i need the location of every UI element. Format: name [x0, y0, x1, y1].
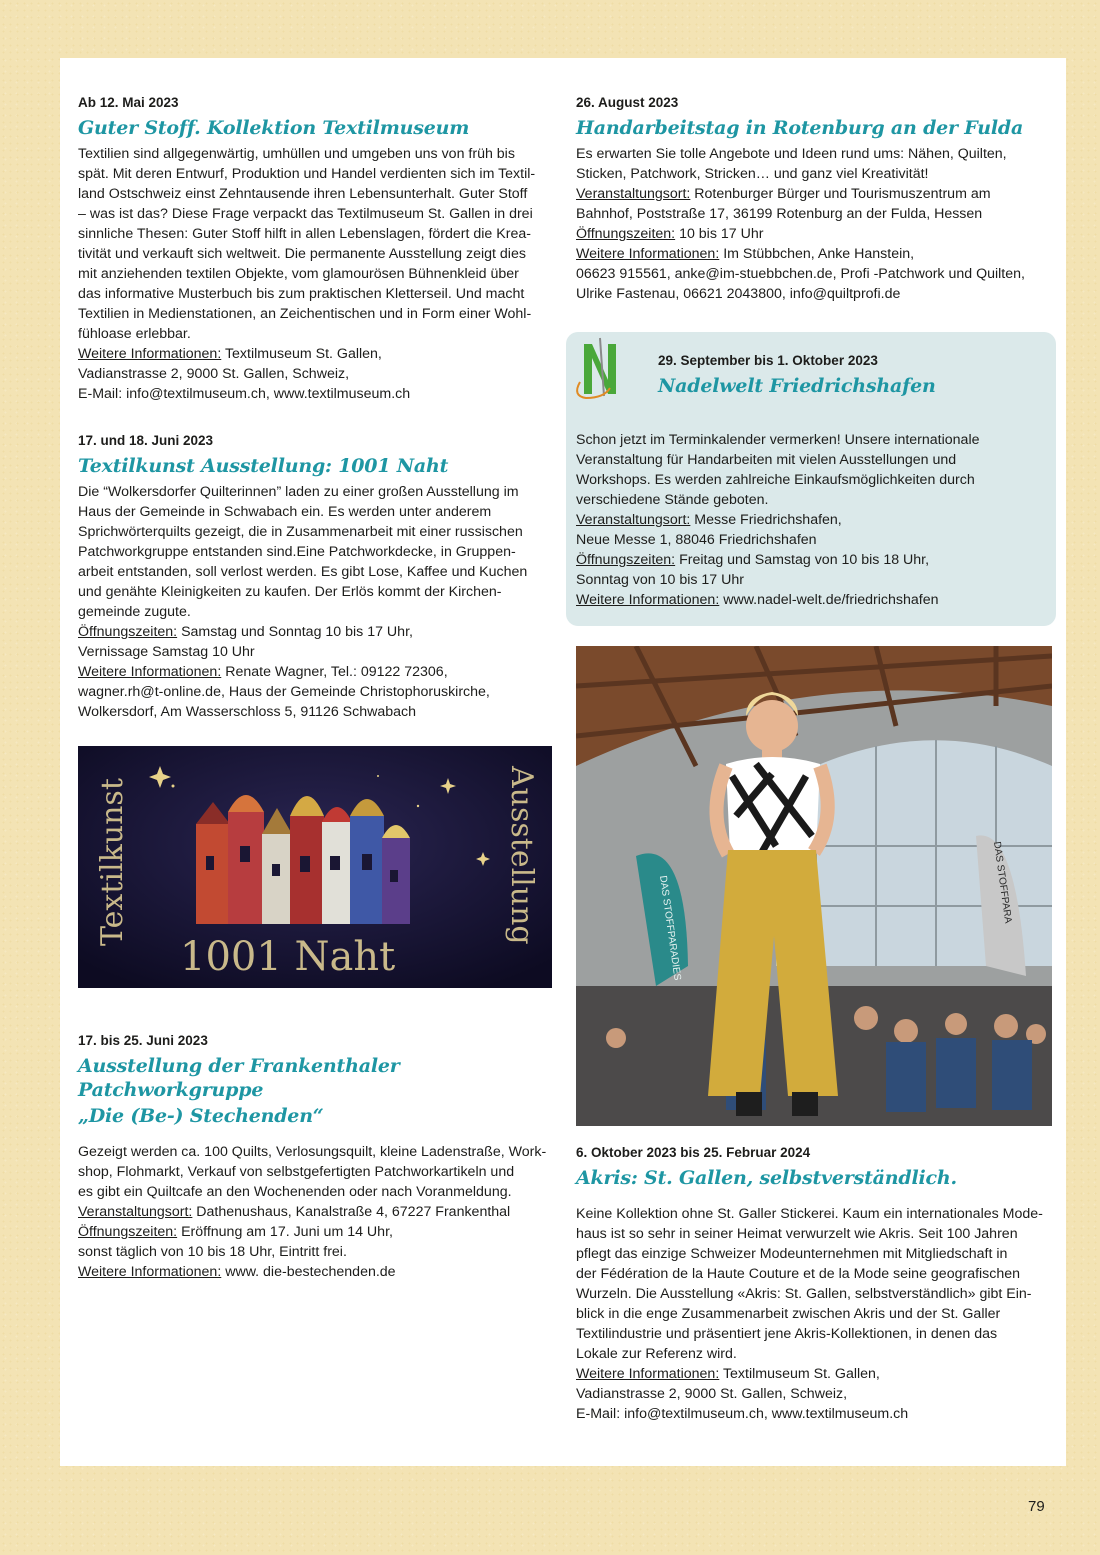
info-contact[interactable]: E-Mail: info@textilmuseum.ch, www.textilmuseum.ch	[78, 386, 411, 402]
info-value: Renate Wagner, Tel.: 09122 72306,	[221, 664, 448, 680]
event-description	[78, 144, 554, 404]
hours-value: Freitag und Samstag von 10 bis 18 Uhr,	[675, 552, 930, 568]
text-line: es gibt ein Quiltcafe an den Wochenenden oder nach Voranmeldung.	[78, 1184, 512, 1200]
info-label: Weitere Informationen:	[576, 1366, 720, 1382]
text-line: haus ist so sehr in seiner Heimat verwurzelt wie Akris. Seit 100 Jahren	[576, 1226, 1018, 1242]
poster-bottom-text: 1001 Naht	[180, 934, 396, 980]
banner-right-text: DAS STOFFPARA	[991, 840, 1014, 925]
hours-line	[576, 550, 1048, 570]
text-line: Die “Wolkersdorfer Quilterinnen” laden zu einer großen Ausstellung im	[78, 484, 519, 500]
event-date: 17. bis 25. Juni 2023	[78, 1033, 208, 1048]
text-line: Textilindustrie und präsentiert jene Akris-Kollektionen, in denen das	[576, 1326, 998, 1342]
text-line: Haus der Gemeinde in Schwabach ein. Es werden unter anderem	[78, 504, 492, 520]
event-title: Textilkunst Ausstellung: 1001 Naht	[78, 455, 449, 477]
place-line	[576, 184, 1054, 204]
text-line: tivität und verkauft sich weltweit. Die permanente Ausstellung zeigt dies	[78, 246, 526, 262]
hours-label: Öffnungszeiten:	[78, 1224, 178, 1240]
event-title: Nadelwelt Friedrichshafen	[658, 375, 936, 397]
event-guter-stoff	[78, 94, 554, 404]
hours-label: Öffnungszeiten:	[576, 552, 676, 568]
buildings	[196, 795, 410, 924]
text-line: fühloase erlebbar.	[78, 326, 191, 342]
event-1001-naht	[78, 432, 554, 722]
text-line: verschiedene Stände geboten.	[576, 492, 769, 508]
info-contact[interactable]: 06623 915561, anke@im-stuebbchen.de, Profi -Patchwork und Quilten,	[576, 266, 1025, 282]
fashion-show-photo	[576, 646, 1052, 1126]
info-address: Wolkersdorf, Am Wasserschloss 5, 91126 Schwabach	[78, 704, 417, 720]
nadelwelt-header	[658, 352, 1046, 402]
hours-value: Samstag und Sonntag 10 bis 17 Uhr,	[177, 624, 413, 640]
event-title-line2: „Die (Be-) Stechenden“	[78, 1105, 324, 1127]
event-rotenburg	[576, 94, 1054, 304]
text-line: Sticken, Patchwork, Stricken… und ganz viel Kreativität!	[576, 166, 929, 182]
text-line: gemeinde zugute.	[78, 604, 191, 620]
place-value: Messe Friedrichshafen,	[690, 512, 842, 528]
hours-value: 10 bis 17 Uhr	[675, 226, 764, 242]
info-link[interactable]: www. die-bestechenden.de	[221, 1264, 396, 1280]
poster-artwork	[78, 746, 552, 988]
text-line: sinnliche Thesen: Guter Stoff hilft in allen Lebenslagen, fördert die Krea-	[78, 226, 531, 242]
poster-right-word: Ausstellung	[504, 766, 539, 945]
text-line: Sprichwörterquilts gezeigt, die in Zusammenarbeit mit einer russischen	[78, 524, 523, 540]
hours-value: Sonntag von 10 bis 17 Uhr	[576, 572, 744, 588]
place-value: Bahnhof, Poststraße 17, 36199 Rotenburg an der Fulda, Hessen	[576, 206, 983, 222]
info-label: Weitere Informationen:	[576, 246, 720, 262]
info-line	[78, 344, 554, 364]
place-label: Veranstaltungsort:	[78, 1204, 193, 1220]
event-title: Ausstellung der Frankenthaler Patchworkgruppe	[78, 1055, 400, 1101]
event-title: Guter Stoff. Kollektion Textilmuseum	[78, 117, 470, 139]
event-akris	[576, 1144, 1054, 1424]
text-line: Gezeigt werden ca. 100 Quilts, Verlosungsquilt, kleine Ladenstraße, Work-	[78, 1144, 547, 1160]
info-address: Vadianstrasse 2, 9000 St. Gallen, Schweiz,	[576, 1386, 848, 1402]
event-description	[576, 1204, 1054, 1424]
hours-value: Vernissage Samstag 10 Uhr	[78, 644, 255, 660]
hours-value: Eröffnung am 17. Juni um 14 Uhr,	[177, 1224, 393, 1240]
text-line: Lokale zur Referenz wird.	[576, 1346, 737, 1362]
place-value: Rotenburger Bürger und Tourismuszentrum am	[690, 186, 991, 202]
text-line: Workshops. Es werden zahlreiche Einkaufsmöglichkeiten durch	[576, 472, 975, 488]
text-line: Patchworkgruppe entstanden sind.Eine Patchworkdecke, in Gruppen-	[78, 544, 516, 560]
text-line: spät. Mit deren Entwurf, Produktion und Handel verdienten sich im Textil-	[78, 166, 536, 182]
text-line: Textilien sind allgegenwärtig, umhüllen und umgeben uns von früh bis	[78, 146, 515, 162]
banner-left-text: DAS STOFFPARADIES	[657, 874, 683, 982]
text-line: – was ist das? Diese Frage verpackt das Textilmuseum St. Gallen in drei	[78, 206, 533, 222]
info-value: Im Stübbchen, Anke Hanstein,	[719, 246, 915, 262]
hours-line	[78, 622, 554, 642]
event-date: 6. Oktober 2023 bis 25. Februar 2024	[576, 1145, 811, 1160]
text-line: Textilien in Medienstationen, an Zeichentischen und in Form einer Wohl-	[78, 306, 532, 322]
event-nadelwelt	[566, 332, 1056, 626]
info-address: Vadianstrasse 2, 9000 St. Gallen, Schweiz,	[78, 366, 350, 382]
text-line: das informative Musterbuch bis zum praktischen Kletterseil. Und macht	[78, 286, 525, 302]
event-description	[78, 1142, 554, 1282]
info-line	[78, 1262, 554, 1282]
info-label: Weitere Informationen:	[576, 592, 720, 608]
event-frankenthal	[78, 1032, 554, 1282]
info-label: Weitere Informationen:	[78, 1264, 222, 1280]
place-line	[78, 1202, 554, 1222]
text-line: der Fédération de la Haute Couture et de la Mode seine geografischen	[576, 1266, 1021, 1282]
event-description	[78, 482, 554, 722]
content-panel	[60, 58, 1066, 1466]
event-date: 29. September bis 1. Oktober 2023	[658, 353, 878, 368]
info-line	[78, 662, 554, 682]
event-date: 26. August 2023	[576, 95, 679, 110]
text-line: Wurzeln. Die Ausstellung «Akris: St. Gallen, selbstverständlich» gibt Ein-	[576, 1286, 1032, 1302]
place-value: Dathenushaus, Kanalstraße 4, 67227 Frankenthal	[192, 1204, 511, 1220]
hours-label: Öffnungszeiten:	[576, 226, 676, 242]
nadelwelt-logo-icon	[570, 336, 630, 402]
text-line: shop, Flohmarkt, Verkauf von selbstgefertigten Patchworkartikeln und	[78, 1164, 515, 1180]
text-line: Keine Kollektion ohne St. Galler Stickerei. Kaum ein internationales Mode-	[576, 1206, 1043, 1222]
poster-left-word: Textilkunst	[95, 778, 130, 946]
hours-label: Öffnungszeiten:	[78, 624, 178, 640]
hours-line	[576, 224, 1054, 244]
text-line: arbeit entstanden, soll verlost werden. Es gibt Lose, Kaffee und Kuchen	[78, 564, 528, 580]
text-line: pflegt das einzige Schweizer Modeunternehmen mit Mitgliedschaft in	[576, 1246, 1008, 1262]
event-description	[576, 144, 1054, 304]
page-number: 79	[1028, 1498, 1045, 1515]
text-line: Es erwarten Sie tolle Angebote und Ideen rund ums: Nähen, Quilten,	[576, 146, 1007, 162]
info-contact[interactable]: Ulrike Fastenau, 06621 2043800, info@quiltprofi.de	[576, 286, 901, 302]
text-line: Veranstaltung für Handarbeiten mit vielen Ausstellungen und	[576, 452, 957, 468]
place-label: Veranstaltungsort:	[576, 512, 691, 528]
hours-line	[78, 1222, 554, 1242]
info-value: Textilmuseum St. Gallen,	[221, 346, 382, 362]
info-line	[576, 590, 1048, 610]
info-link[interactable]: www.nadel-welt.de/friedrichshafen	[719, 592, 939, 608]
text-line: Schon jetzt im Terminkalender vermerken! Unsere internationale	[576, 432, 980, 448]
info-contact[interactable]: E-Mail: info@textilmuseum.ch, www.textilmuseum.ch	[576, 1406, 909, 1422]
hours-value: sonst täglich von 10 bis 18 Uhr, Eintritt frei.	[78, 1244, 347, 1260]
text-line: und genähte Kleinigkeiten zu kaufen. Der Erlös kommt der Kirchen-	[78, 584, 502, 600]
text-line: land Ostschweiz einst Zehntausende ihren Lebensunterhalt. Guter Stoff	[78, 186, 528, 202]
event-date: 17. und 18. Juni 2023	[78, 433, 214, 448]
text-line: mit anziehenden textilen Objekte, vom glamourösen Bühnenkleid über	[78, 266, 519, 282]
photo-illustration	[576, 646, 1052, 1126]
info-label: Weitere Informationen:	[78, 664, 222, 680]
info-line	[576, 244, 1054, 264]
info-contact[interactable]: wagner.rh@t-online.de, Haus der Gemeinde Christophoruskirche,	[78, 684, 490, 700]
event-title: Akris: St. Gallen, selbstverständlich.	[576, 1167, 957, 1189]
place-value: Neue Messe 1, 88046 Friedrichshafen	[576, 532, 817, 548]
place-label: Veranstaltungsort:	[576, 186, 691, 202]
event-title: Handarbeitstag in Rotenburg an der Fulda	[576, 117, 1024, 139]
info-line	[576, 1364, 1054, 1384]
info-value: Textilmuseum St. Gallen,	[719, 1366, 880, 1382]
text-line: blick in die enge Zusammenarbeit zwischen Akris und der St. Galler	[576, 1306, 1001, 1322]
event-date: Ab 12. Mai 2023	[78, 95, 179, 110]
event-description	[576, 430, 1048, 610]
info-label: Weitere Informationen:	[78, 346, 222, 362]
place-line	[576, 510, 1048, 530]
poster-1001-naht	[78, 746, 552, 988]
